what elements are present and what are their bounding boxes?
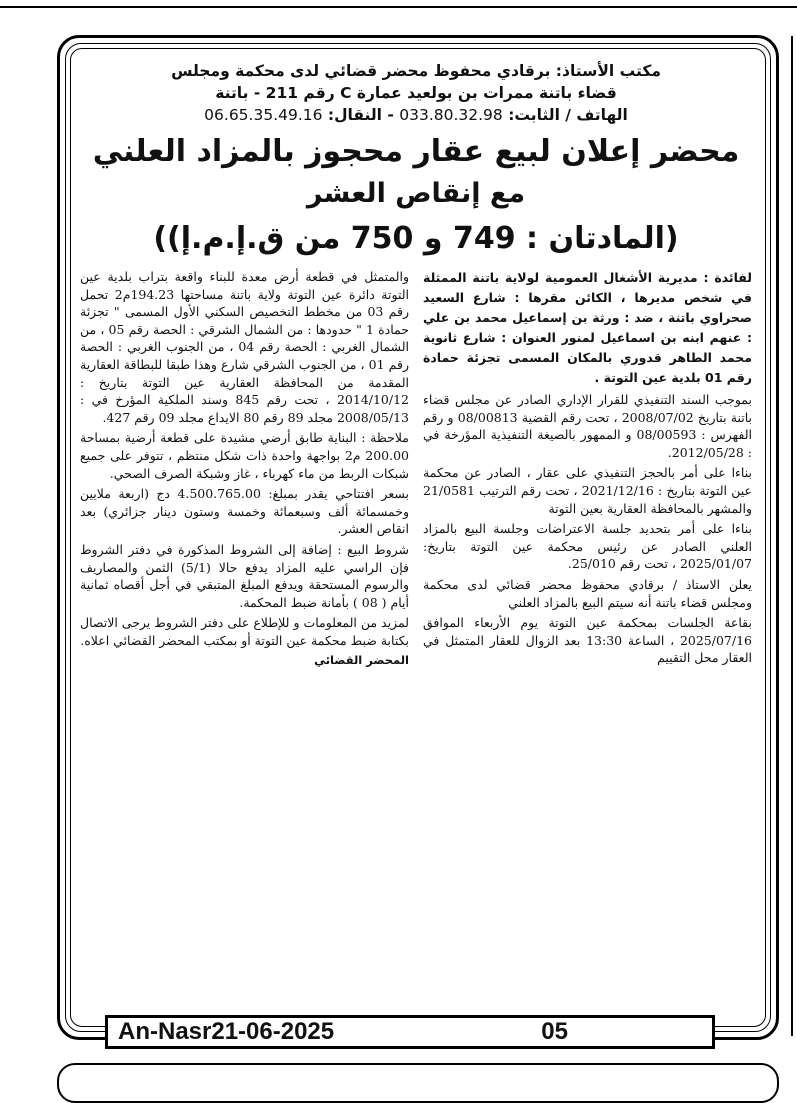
office-line-1: مكتب الأستاذ: برقادي محفوظ محضر قضائي لدى محكمة ومجلس [171,62,661,80]
legal-articles: (المادتان : 749 و 750 من ق.إ.م.إ)) [153,221,679,256]
right-column-rule [791,36,793,1036]
opening-price: بسعر افتتاحي يقدر بمبلغ: 4.500.765.00 دج (اربعة ملايين وخمسمائة ألف وسبعمائة وخمسة وستون دينار جزائري) بعد انقاص العشر. [80,486,409,537]
office-contacts [80,104,752,126]
building-note: ملاحظة : البناية طابق أرضي مشيدة على قطعة أرضية بمساحة 200.00 م2 بواجهة واحدة ذات شكل منتظم ، تتوفر على جميع شبكات الربط من ماء كهرباء ، غاز وشبكة الصرف الصحي. [80,430,409,481]
property-description: والمتمثل في قطعة أرض معدة للبناء واقعة بتراب بلدية عين التوتة دائرة عين التوتة ولاية باتنة مساحتها 194.23م2 تحمل رقم 03 من مخطط التخصيص السكني الأول المسمى " تجزئة حمادة 1 " حدودها : من الشمال الشرقي : الحصة رقم 05 ، من الشمال الغربي : الحصة رقم 04 ، من الجنوب الغربي : الحصة رقم 01 ، من الجنوب الشرقي شارع وهذا طبقا للبطاقة العقارية المقدمة من المحافظة العقارية عين التوتة بتاريخ : 2014/10/12 ، تحت رقم 845 وسند الملكية المؤرخ في : 2008/05/13 مجلد 89 رقم 80 الايداع مجلد 09 رقم 427. [80,269,410,425]
issue-date: An-Nasr21-06-2025 [118,1018,335,1045]
more-info: لمزيد من المعلومات و للإطلاع على دفتر الشروط يرجى الاتصال بكتابة ضبط محكمة عين التوتة أو بمكتب المحضر القضائي اعلاه. [79,615,409,648]
announcement-paragraph: يعلن الاستاذ / برقادي محفوظ محضر قضائي لدى محكمة ومجلس قضاء باتنة أنه سيتم البيع بالمزاد العلني [423,576,752,610]
footer-bar [105,1015,715,1049]
phone-number: 033.80.32.98 [399,106,503,124]
body-columns [80,268,752,670]
sale-conditions: شروط البيع : إضافة إلى الشروط المذكورة في دفتر الشروط فإن الراسي عليه المزاد يدفع حالا (5/1) الثمن والمصاريف والرسوم المستحقة ويدفع المبلغ المتبقي في أجل أقصاه ثمانية أيام ( 08 ) بأمانة ضبط المحكمة. [80,541,409,610]
mobile-number: 06.65.35.49.16 [204,106,323,124]
announcement-title: محضر إعلان لبيع عقار محجوز بالمزاد العلني [92,134,740,169]
enforcement-title-paragraph: بموجب السند التنفيذي للقرار الإداري الصادر عن مجلس قضاء باتنة بتاريخ 2008/07/02 ، تحت رقم القضية 08/00813 و رقم الفهرس : 08/00593 و الممهور بالصيغة التنفيذية المؤرخة في : 2012/05/28. [423,392,752,460]
hearing-order-paragraph: بناءا على أمر بتحديد جلسة الاعتراضات وجلسة البيع بالمزاد العلني الصادر عن رئيس محكمة عين التوتة بتاريخ: 2025/01/07 ، تحت رقم 25/010. [423,521,752,572]
announcement-subtitle: مع إنقاص العشر [306,178,526,209]
seizure-order-paragraph: بناءا على أمر بالحجز التنفيذي على عقار ، الصادر عن محكمة عين التوتة بتاريخ : 2021/12/16 ، تحت رقم الترتيب 21/0581 والمشهر بالمحافظة العقارية بعين التوتة [423,465,753,516]
left-column [80,268,409,670]
announcement-content [80,60,752,670]
parties-block: لفائدة : مديرية الأشغال العمومية لولاية باتنة الممثلة في شخص مديرها ، الكائن مقرها : شارع السعيد صحراوي باتنة ، ضد : ورثة بن إسماعيل محمد بن علي : عنهم ابنه بن اسماعيل لمنور العنوان : شارع ثانوية محمد الطاهر قدوري بالمكان المسمى تجزئة حمادة رقم 01 بلدية عين التوتة . [423,270,752,385]
auction-date-paragraph: بقاعة الجلسات بمحكمة عين التوتة يوم الأربعاء الموافق 2025/07/16 ، الساعة 13:30 بعد الزوال للعقار المتمثل في العقار محل التقييم [423,615,752,666]
next-announcement-frame [57,1063,779,1103]
office-line-2: قضاء باتنة ممرات بن بولعيد عمارة C رقم 211 - باتنة [215,84,617,102]
signature: المحضر القضائي [314,653,409,668]
phone-label: الهاتف / الثابت: [508,106,628,124]
right-column [423,268,752,670]
mobile-label: - النقال: [327,106,394,124]
top-rule [0,6,797,8]
page-number: 05 [541,1018,568,1045]
